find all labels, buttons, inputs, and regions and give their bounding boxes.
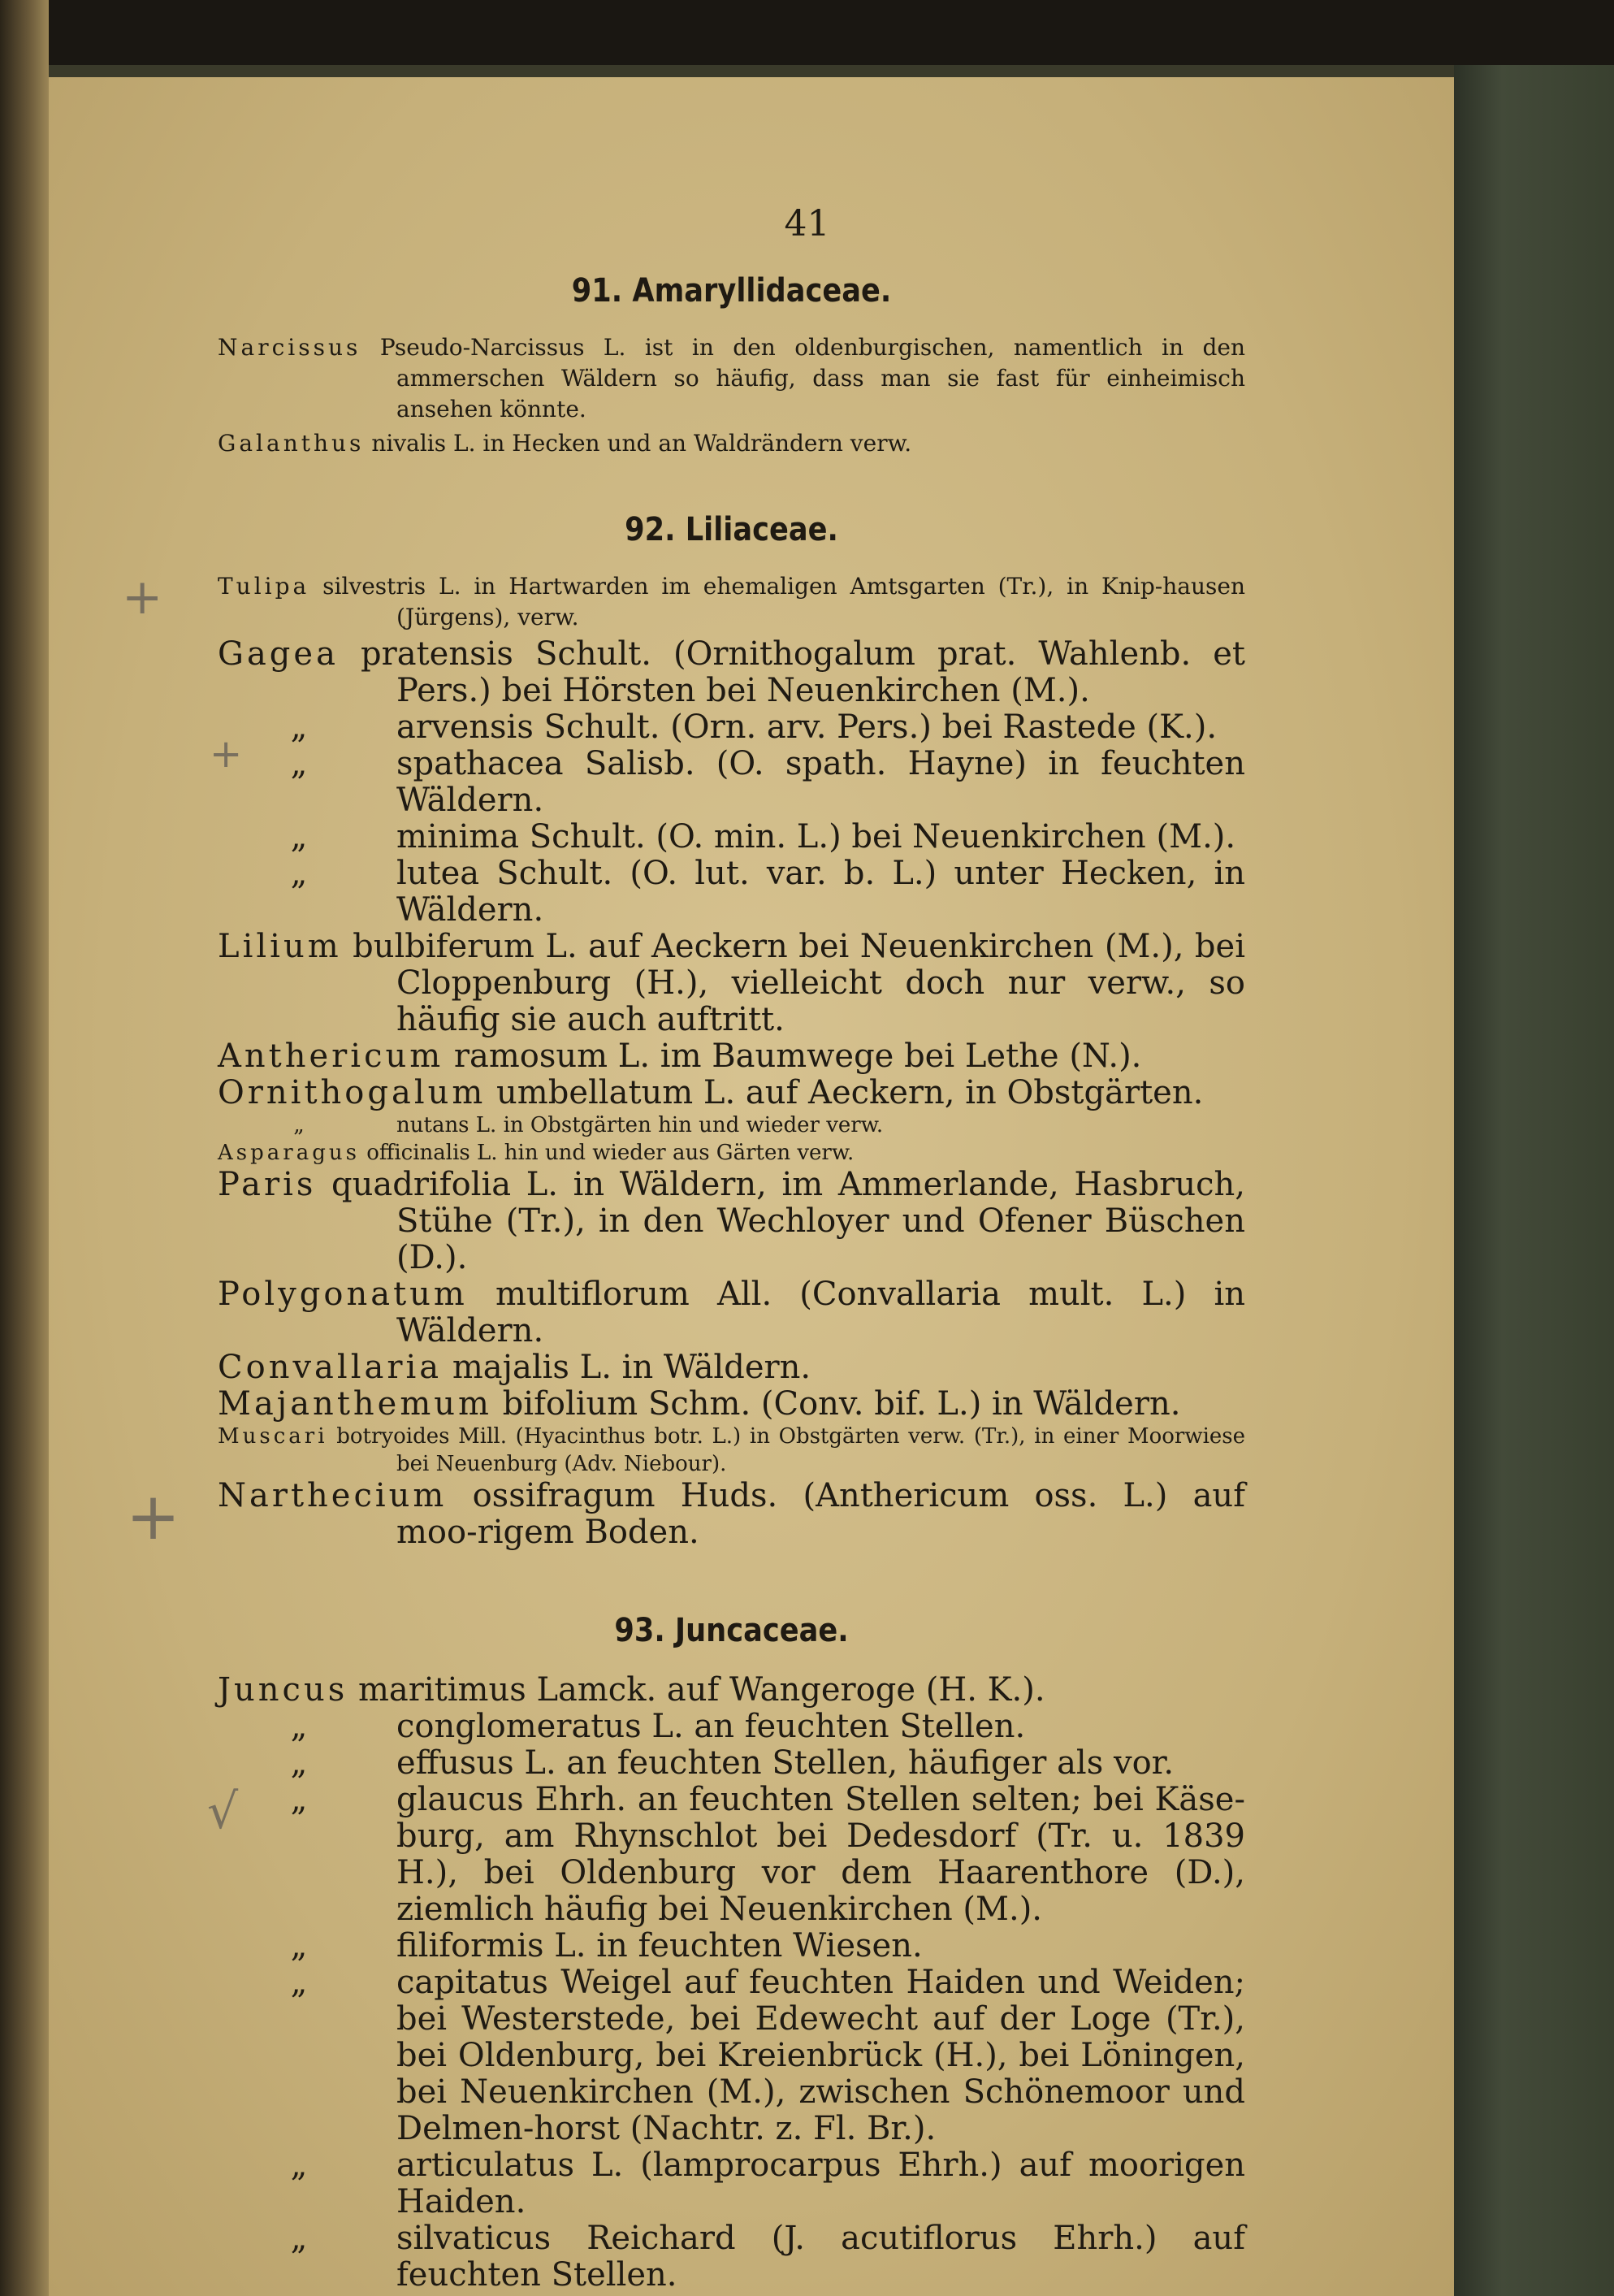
pencil-cross-mark-3: + — [126, 1479, 181, 1554]
entry-muscari: Muscari botryoides Mill. (Hyacinthus botr. L.) in Obstgärten verw. (Tr.), in einer Moorwiese bei Neuenburg (Adv. Niebour). — [218, 1424, 1246, 1476]
entry-ornithogalum-nutans: „ nutans L. in Obstgärten hin und wieder verw. — [293, 1113, 884, 1137]
entry-convallaria: Convallaria majalis L. in Wäldern. — [218, 1349, 811, 1386]
entry-juncus-conglomeratus: „ conglomeratus L. an feuchten Stellen. — [290, 1708, 1026, 1745]
entry-galanthus: Galanthus nivalis L. in Hecken und an Waldrändern verw. — [218, 430, 912, 457]
book-spine — [0, 0, 49, 2296]
entry-gagea-spathacea: „ spathacea Salisb. (O. spath. Hayne) in feuchten Wäldern. — [290, 745, 1245, 819]
entry-anthericum: Anthericum ramosum L. im Baumwege bei Lethe (N.). — [218, 1038, 1142, 1075]
entry-narcissus: Narcissus Pseudo-Narcissus L. ist in den oldenburgischen, namentlich in den ammerschen Wäldern so häufig, dass man sie fast für einheimisch ansehen könnte. — [218, 334, 1246, 422]
entry-juncus-articulatus: „ articulatus L. (lamprocarpus Ehrh.) auf moorigen Haiden. — [290, 2147, 1245, 2220]
entry-ornithogalum: Ornithogalum umbellatum L. auf Aeckern, in Obstgärten. — [218, 1074, 1204, 1111]
entry-narthecium: Narthecium ossifragum Huds. (Anthericum oss. L.) auf moo-rigem Boden. — [218, 1477, 1245, 1551]
pencil-check-mark: √ — [207, 1783, 239, 1840]
text-column — [218, 272, 1245, 2294]
book-cover-board — [1454, 65, 1614, 2296]
section-heading-amaryllidaceae: 91. Amaryllidaceae. — [571, 272, 892, 310]
entry-paris: Paris quadrifolia L. in Wäldern, im Ammerlande, Hasbruch, Stühe (Tr.), in den Wechloyer und Ofener Büschen (D.). — [218, 1166, 1246, 1276]
entry-gagea: Gagea pratensis Schult. (Ornithogalum prat. Wahlenb. et Pers.) bei Hörsten bei Neuenkirchen (M.). — [218, 635, 1246, 709]
section-heading-juncaceae: 93. Juncaceae. — [614, 1612, 849, 1649]
entry-gagea-lutea: „ lutea Schult. (O. lut. var. b. L.) unter Hecken, in Wäldern. — [290, 855, 1245, 929]
page-number: 41 — [784, 203, 830, 245]
entry-tulipa: Tulipa silvestris L. in Hartwarden im ehemaligen Amtsgarten (Tr.), in Knip-hausen (Jürgens), verw. — [218, 573, 1245, 630]
entry-juncus-filiformis: „ filiformis L. in feuchten Wiesen. — [290, 1927, 923, 1965]
entry-juncus-silvaticus: „ silvaticus Reichard (J. acutiflorus Ehrh.) auf feuchten Stellen. — [290, 2220, 1245, 2294]
entry-juncus-glaucus: „ glaucus Ehrh. an feuchten Stellen selten; bei Käse-burg, am Rhynschlot bei Dedesdorf (Tr. u. 1839 H.), bei Oldenburg vor dem Haarenthore (D.), ziemlich häufig bei Neuenkirchen (M.). — [290, 1781, 1245, 1928]
entry-juncus: Juncus maritimus Lamck. auf Wangeroge (H. K.). — [218, 1671, 1045, 1709]
entry-majanthemum: Majanthemum bifolium Schm. (Conv. bif. L.) in Wäldern. — [218, 1385, 1181, 1423]
section-heading-liliaceae: 92. Liliaceae. — [625, 511, 838, 548]
entry-juncus-capitatus: „ capitatus Weigel auf feuchten Haiden und Weiden; bei Westerstede, bei Edewecht auf der Loge (Tr.), bei Oldenburg, bei Kreienbrück (H.), bei Löningen, bei Neuenkirchen (M.), zwischen Schönemoor und Delmen-horst (Nachtr. z. Fl. Br.). — [290, 1964, 1245, 2147]
entry-polygonatum: Polygonatum multiflorum All. (Convallaria mult. L.) in Wäldern. — [218, 1276, 1245, 1349]
entry-asparagus: Asparagus officinalis L. hin und wieder aus Gärten verw. — [218, 1141, 855, 1165]
entry-gagea-arvensis: „ arvensis Schult. (Orn. arv. Pers.) bei Rastede (K.). — [290, 708, 1218, 746]
entry-lilium: Lilium bulbiferum L. auf Aeckern bei Neuenkirchen (M.), bei Cloppenburg (H.), vielleicht doch nur verw., so häufig sie auch auftritt. — [218, 928, 1245, 1038]
entry-juncus-effusus: „ effusus L. an feuchten Stellen, häufiger als vor. — [290, 1744, 1175, 1782]
pencil-cross-mark-2: + — [210, 731, 243, 777]
pencil-cross-mark: + — [122, 569, 163, 626]
entry-gagea-minima: „ minima Schult. (O. min. L.) bei Neuenkirchen (M.). — [290, 818, 1236, 856]
